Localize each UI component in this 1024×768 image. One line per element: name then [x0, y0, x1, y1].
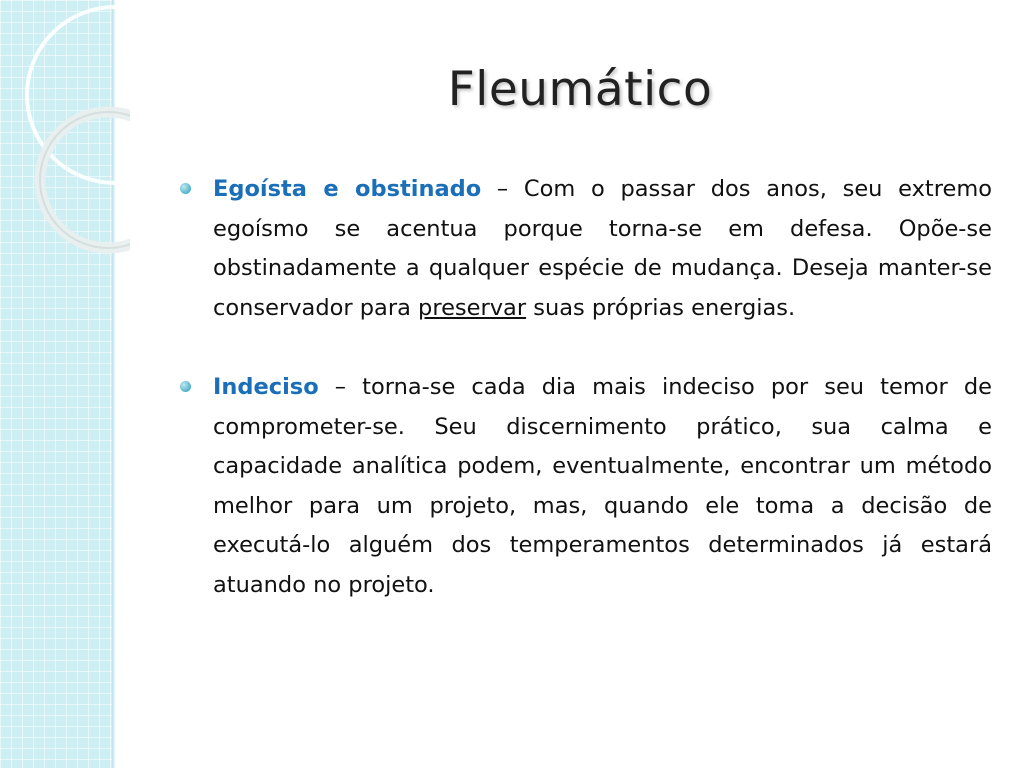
bullet-item-indeciso — [180, 368, 992, 605]
small-ring-icon — [40, 112, 130, 248]
bullet-term: Egoísta e obstinado — [213, 176, 482, 202]
bullet-dot-icon — [180, 183, 191, 194]
slide-title: Fleumático — [447, 62, 713, 117]
decorative-circles — [0, 0, 130, 260]
bullet-dot-icon — [180, 381, 191, 392]
bullet-term: Indeciso — [213, 374, 319, 400]
bullet-text: – torna-se cada dia mais indeciso por seu temor de comprometer-se. Seu discernimento prático, sua calma e capacidade analítica podem, eventualmente, encontrar um método melhor para um projeto, mas, quando ele toma a decisão de executá-lo alguém dos temperamentos determinados já estará atuando no projeto. — [213, 374, 992, 598]
bullet-item-egoista — [180, 170, 992, 328]
bullet-text-end: suas próprias energias. — [526, 294, 796, 321]
slide-content — [180, 170, 992, 605]
underlined-word: preservar — [418, 294, 527, 321]
bullet-text: – Com o passar dos anos, seu extremo egoísmo se acentua porque torna-se em defesa. Opõe-se obstinadamente a qualquer espécie de mudança. Deseja manter-se conservador para — [213, 176, 993, 321]
